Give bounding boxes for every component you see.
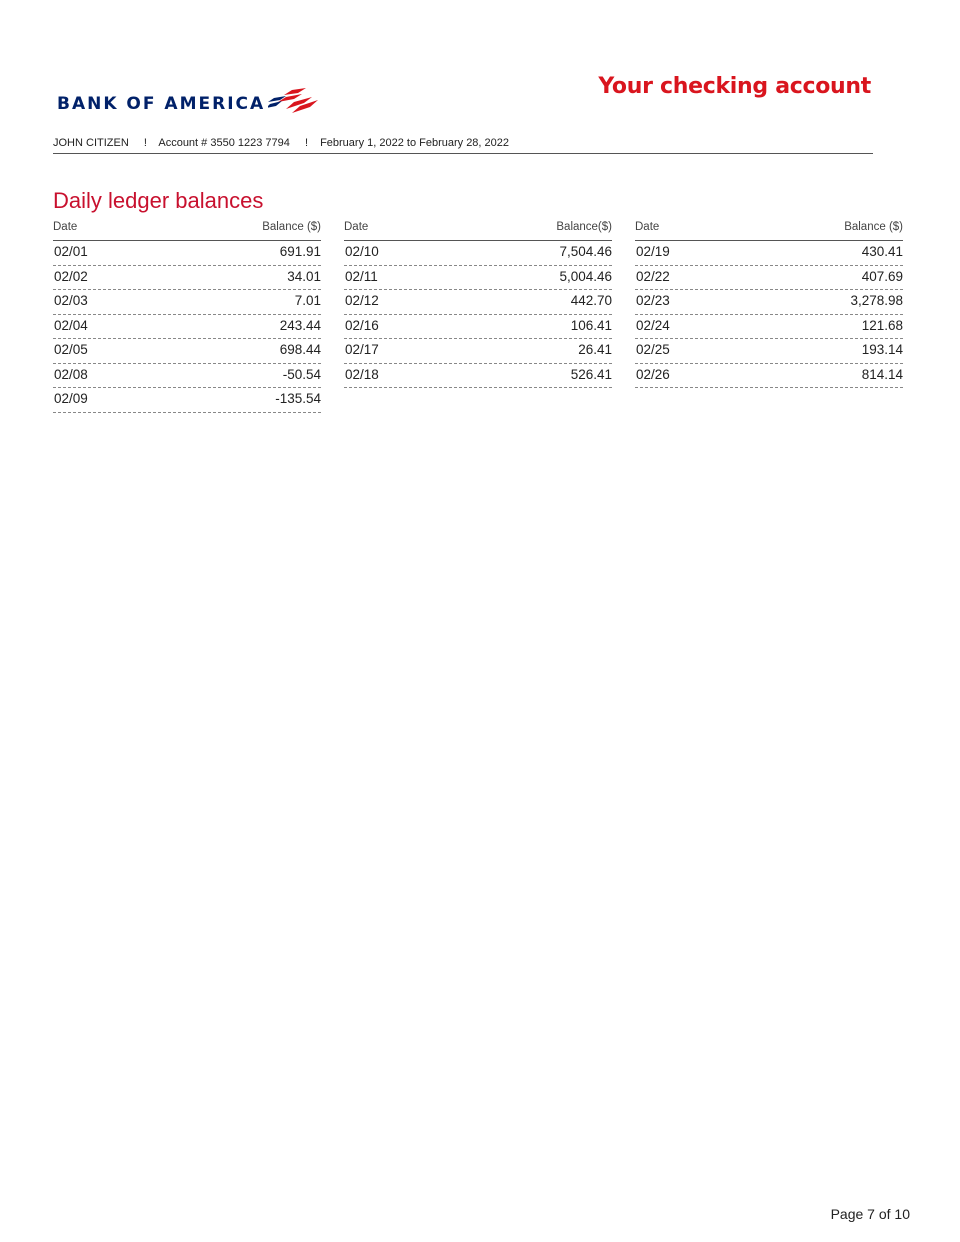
row-date: 02/03 [54, 293, 88, 308]
date-header: Date [635, 221, 660, 233]
row-date: 02/10 [345, 244, 379, 259]
ledger-column-3 [635, 218, 903, 388]
statement-period: February 1, 2022 to February 28, 2022 [320, 137, 510, 149]
row-balance: 407.69 [861, 268, 903, 284]
ledger-row [53, 290, 321, 315]
bank-logo [57, 94, 318, 114]
row-balance: -50.54 [282, 366, 321, 382]
ledger-column-2 [344, 218, 612, 388]
ledger-row [53, 241, 321, 266]
row-balance: 526.41 [570, 366, 612, 382]
section-title: Daily ledger balances [53, 188, 264, 213]
column-header [635, 218, 903, 241]
ledger-row [344, 364, 612, 389]
balance-header: Balance ($) [844, 221, 903, 233]
page-number: Page 7 of 10 [830, 1206, 910, 1222]
row-date: 02/08 [54, 366, 88, 382]
ledger-row [53, 339, 321, 364]
row-date: 02/12 [345, 293, 379, 308]
row-balance: 7,504.46 [559, 244, 612, 259]
ledger-row [344, 290, 612, 315]
flag-icon [268, 88, 318, 114]
customer-name: JOHN CITIZEN [53, 137, 129, 149]
ledger-row [344, 241, 612, 266]
row-balance: 691.91 [279, 244, 321, 259]
balance-header: Balance ($) [262, 221, 321, 233]
row-balance: 442.70 [570, 293, 612, 308]
row-date: 02/11 [345, 268, 378, 284]
balance-header: Balance($) [556, 221, 612, 233]
ledger-row [344, 315, 612, 340]
ledger-row [344, 339, 612, 364]
row-balance: 698.44 [279, 342, 321, 357]
ledger-row [635, 339, 903, 364]
account-number: Account # 3550 1223 7794 [158, 137, 290, 149]
row-balance: 34.01 [287, 268, 321, 284]
ledger-row [635, 364, 903, 389]
row-balance: 3,278.98 [850, 293, 903, 308]
row-balance: 26.41 [578, 342, 612, 357]
ledger-row [53, 266, 321, 291]
ledger-row [344, 266, 612, 291]
row-date: 02/24 [636, 317, 670, 333]
row-date: 02/04 [54, 317, 88, 333]
separator: ! [143, 137, 147, 149]
ledger-row [53, 388, 321, 413]
row-date: 02/16 [345, 317, 379, 333]
ledger-row [635, 290, 903, 315]
row-date: 02/09 [54, 391, 88, 406]
row-balance: 193.14 [861, 342, 903, 357]
row-balance: 106.41 [570, 317, 612, 333]
row-balance: 7.01 [294, 293, 321, 308]
row-date: 02/01 [54, 244, 88, 259]
bank-name: BANK OF AMERICA [57, 94, 266, 114]
row-balance: 814.14 [861, 366, 903, 382]
date-header: Date [53, 221, 78, 233]
column-header [53, 218, 321, 241]
account-info-line [53, 137, 512, 149]
row-date: 02/05 [54, 342, 88, 357]
row-balance: 430.41 [861, 244, 903, 259]
row-date: 02/23 [636, 293, 670, 308]
ledger-row [635, 266, 903, 291]
row-date: 02/25 [636, 342, 670, 357]
ledger-row [53, 315, 321, 340]
row-date: 02/19 [636, 244, 670, 259]
ledger-row [635, 241, 903, 266]
row-date: 02/02 [54, 268, 88, 284]
row-date: 02/22 [636, 268, 670, 284]
ledger-column-1 [53, 218, 321, 413]
page-title: Your checking account [598, 74, 871, 99]
row-date: 02/17 [345, 342, 379, 357]
row-date: 02/18 [345, 366, 379, 382]
row-balance: -135.54 [275, 391, 321, 406]
column-header [344, 218, 612, 241]
ledger-row [53, 364, 321, 389]
ledger-row [635, 315, 903, 340]
separator: ! [304, 137, 308, 149]
row-balance: 5,004.46 [559, 268, 612, 284]
row-balance: 243.44 [279, 317, 321, 333]
header-divider [53, 153, 873, 154]
row-balance: 121.68 [861, 317, 903, 333]
row-date: 02/26 [636, 366, 670, 382]
date-header: Date [344, 221, 369, 233]
